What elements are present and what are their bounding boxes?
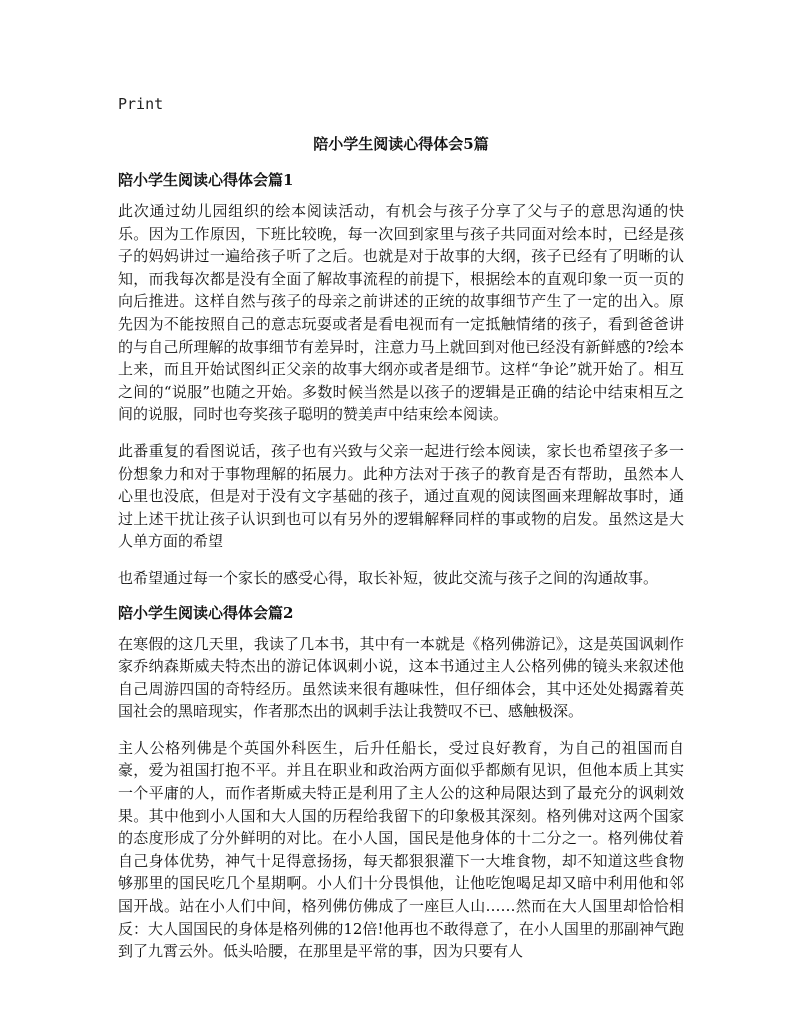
section-2-paragraph-2: 主人公格列佛是个英国外科医生，后升任船长，受过良好教育，为自己的祖国而自豪，爱为祖国打抱不平。并且在职业和政治两方面似乎都颇有见识，但他本质上其实一个平庸的人，而作者斯威夫特正是利用了主人公的这种局限达到了最充分的讽刺效果。其中他到小人国和大人国的历程给我留下的印象极其深刻。格列佛对这两个国家的态度形成了分外鲜明的对比。在小人国，国民是他身体的十二分之一。格列佛仗着自己身体优势，神气十足得意扬扬，每天都狠狠灌下一大堆食物，却不知道这些食物够那里的国民吃几个星期啊。小人们十分畏惧他，让他吃饱喝足却又暗中利用他和邻国开战。站在小人们中间，格列佛仿佛成了一座巨人山……然而在大人国里却恰恰相反：大人国国民的身体是格列佛的12倍!他再也不敢得意了，在小人国里的那副神气跑到了九霄云外。低头哈腰，在那里是平常的事，因为只要有人 <box>118 738 684 961</box>
section-heading-1: 陪小学生阅读心得体会篇1 <box>118 171 294 189</box>
section-heading-2: 陪小学生阅读心得体会篇2 <box>118 603 294 622</box>
section-1-paragraph-1: 此次通过幼儿园组织的绘本阅读活动，有机会与孩子分享了父与子的意思沟通的快乐。因为工作原因，下班比较晚，每一次回到家里与孩子共同面对绘本时，已经是孩子的妈妈讲过一遍给孩子听了之后。也就是对于故事的大纲，孩子已经有了明晰的认知，而我每次都是没有全面了解故事流程的前提下，根据绘本的直观印象一页一页的向后推进。这样自然与孩子的母亲之前讲述的正统的故事细节产生了一定的出入。原先因为不能按照自己的意志玩耍或者是看电视而有一定抵触情绪的孩子，看到爸爸讲的与自己所理解的故事细节有差异时，注意力马上就回到对他已经没有新鲜感的?绘本上来，而且开始试图纠正父亲的故事大纲亦或者是细节。这样“争论”就开始了。相互之间的“说服”也随之开始。多数时候当然是以孩子的逻辑是正确的结论中结束相互之间的说服，同时也夸奖孩子聪明的赞美声中结束绘本阅读。 <box>118 202 684 424</box>
section-1-paragraph-3: 也希望通过每一个家长的感受心得，取长补短，彼此交流与孩子之间的沟通故事。 <box>118 568 659 587</box>
document-body <box>118 133 684 963</box>
section-1-paragraph-2: 此番重复的看图说话，孩子也有兴致与父亲一起进行绘本阅读，家长也希望孩子多一份想象力和对于事物理解的拓展力。此种方法对于孩子的教育是否有帮助，虽然本人心里也没底，但是对于没有文字基础的孩子，通过直观的阅读图画来理解故事时，通过上述干扰让孩子认识到也可以有另外的逻辑解释同样的事或物的启发。虽然这是大人单方面的希望 <box>118 441 684 551</box>
print-label: Print <box>118 95 164 113</box>
section-2-paragraph-1: 在寒假的这几天里，我读了几本书，其中有一本就是《格列佛游记》，这是英国讽刺作家乔纳森斯威夫特杰出的游记体讽刺小说，这本书通过主人公格列佛的镜头来叙述他自己周游四国的奇特经历。虽然读来很有趣味性，但仔细体会，其中还处处揭露着英国社会的黑暗现实，作者那杰出的讽刺手法让我赞叹不已、感触极深。 <box>118 634 684 721</box>
document-title: 陪小学生阅读心得体会5篇 <box>313 135 489 153</box>
